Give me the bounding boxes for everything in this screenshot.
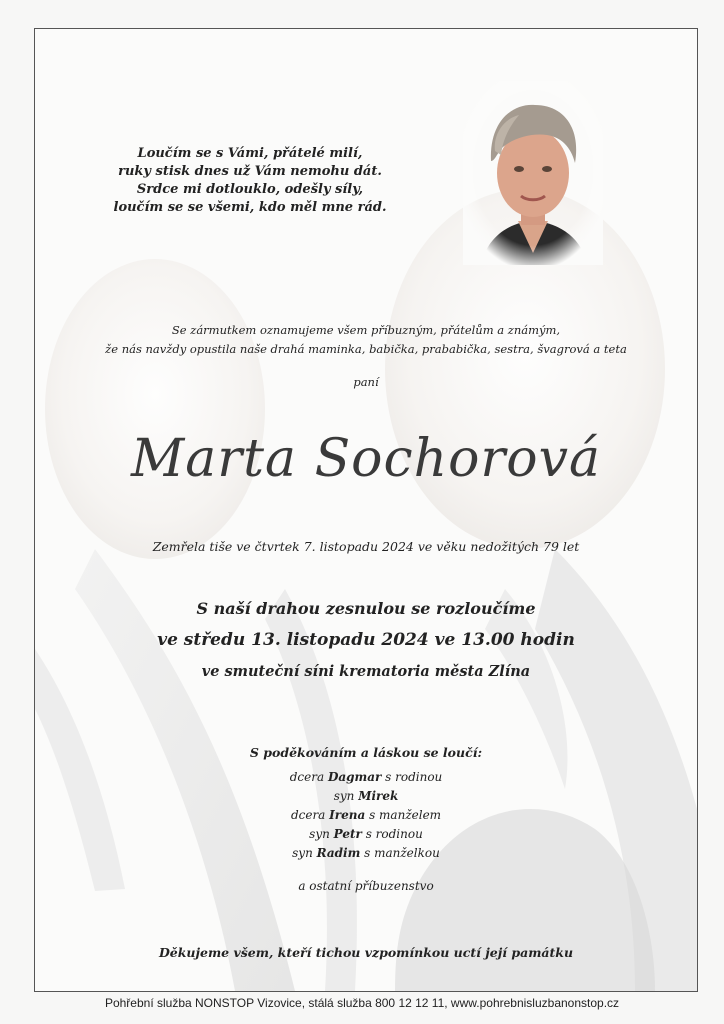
obituary-frame [34,28,698,992]
poem-line: loučím se se všemi, kdo měl mne rád. [113,200,387,215]
mourner-relation: syn [292,846,313,860]
poem [105,145,395,217]
mourner-name: Mirek [358,789,399,803]
title-word: paní [353,375,379,389]
portrait-photo [463,81,603,265]
death-notice: Zemřela tiše ve čtvrtek 7. listopadu 2024 ve věku nedožitých 79 let [152,539,580,554]
mourner-name: Dagmar [327,770,382,784]
mourner-with: s rodinou [365,827,423,841]
mourners-section [35,745,697,896]
mourner-relation: dcera [290,808,326,822]
mourner-relation: syn [309,827,330,841]
announcement-intro [35,321,697,359]
funeral-line-1: S naší drahou zesnulou se rozloučíme [196,599,536,618]
funeral-date: ve středu 13. listopadu 2024 ve 13.00 hodin [157,630,575,650]
poem-line: ruky stisk dnes už Vám nemohu dát. [118,164,382,179]
mourner-with: s manželem [369,808,442,822]
mourner-relation: syn [333,789,355,803]
intro-line: Se zármutkem oznamujeme všem příbuzným, přátelům a známým, [171,323,561,337]
mourner-row [35,825,697,844]
mourner-row [35,844,697,863]
funeral-place: ve smuteční síni krematoria města Zlína [201,663,531,680]
mourner-row [35,806,697,825]
mourner-name: Irena [329,808,366,822]
mourner-name: Radim [316,846,361,860]
mourner-with: s rodinou [385,770,443,784]
thanks-line: Děkujeme všem, kteří tichou vzpomínkou uctí její památku [158,945,574,960]
funeral-service-footer: Pohřební služba NONSTOP Vizovice, stálá služba 800 12 12 11, www.pohrebnisluzbanonstop.cz [104,996,620,1010]
poem-line: Srdce mi dotlouklo, odešly síly, [136,182,364,197]
other-relatives: a ostatní příbuzenstvo [298,879,434,893]
intro-line: že nás navždy opustila naše drahá maminka, babička, prababička, sestra, švagrová a teta [105,342,627,356]
mourner-row [35,768,697,787]
deceased-name: Marta Sochorová [131,429,601,489]
mourner-with: s manželkou [364,846,440,860]
mourner-relation: dcera [289,770,325,784]
mourners-heading: S poděkováním a láskou se loučí: [249,745,483,760]
funeral-details [35,597,697,683]
poem-line: Loučím se s Vámi, přátelé milí, [137,146,363,161]
mourner-name: Petr [333,827,362,841]
mourner-row [35,787,697,806]
